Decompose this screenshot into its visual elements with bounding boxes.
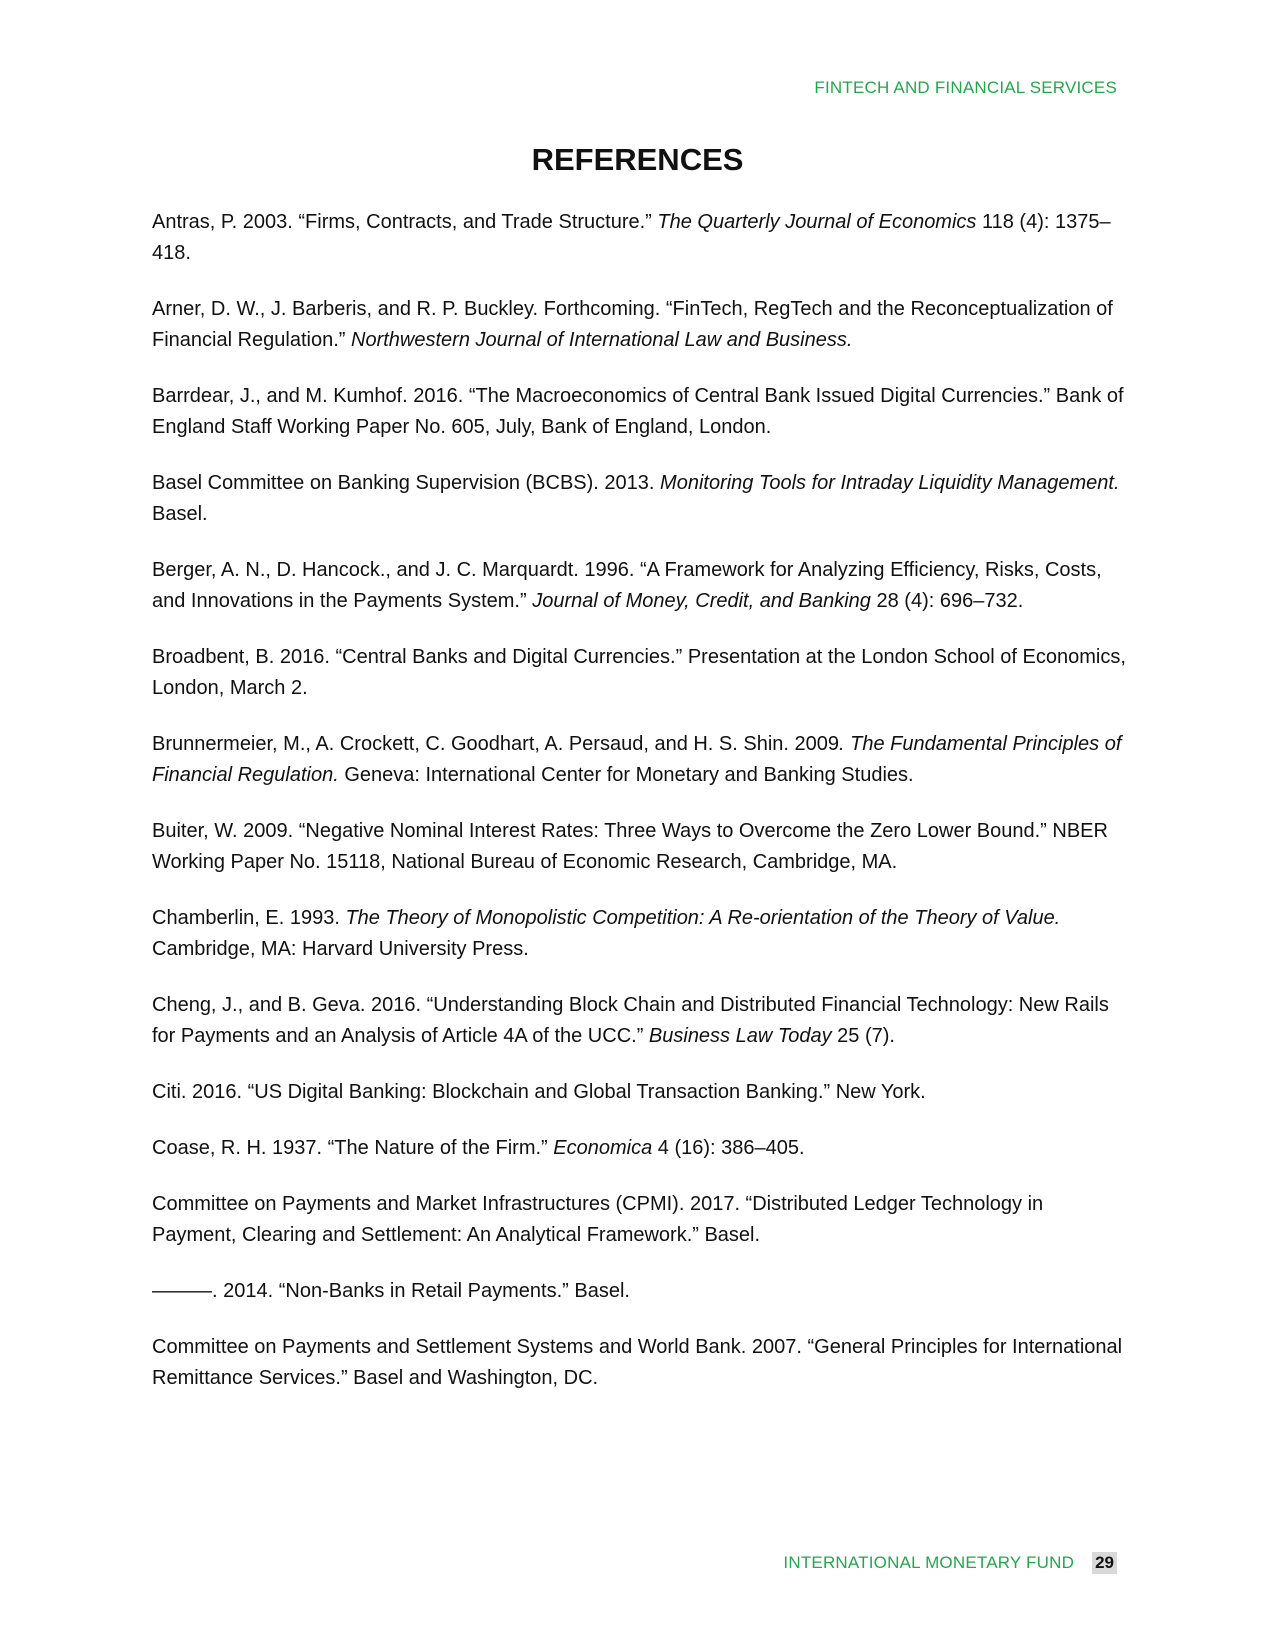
reference-entry <box>152 1133 1132 1164</box>
reference-text: Basel. <box>152 503 208 525</box>
reference-text: ———. 2014. “Non-Banks in Retail Payments.” Basel. <box>152 1280 630 1302</box>
reference-entry <box>152 1189 1132 1251</box>
reference-text: Berger, A. N., D. Hancock., and J. C. Marquardt. 1996. “A Framework for Analyzing Efficiency, Risks, Costs, and Innovations in the Payments System.” <box>152 559 1102 612</box>
reference-entry <box>152 816 1132 878</box>
reference-entry <box>152 294 1132 356</box>
reference-text: 118 (4): 1375–418. <box>152 211 1111 264</box>
reference-italic-text: The Theory of Monopolistic Competition: A Re-orientation of the Theory of Value. <box>345 907 1061 929</box>
reference-italic-text: Monitoring Tools for Intraday Liquidity Management. <box>660 472 1120 494</box>
reference-entry <box>152 555 1132 617</box>
reference-text: Antras, P. 2003. “Firms, Contracts, and Trade Structure.” <box>152 211 658 233</box>
reference-italic-text: Business Law Today <box>648 1025 832 1047</box>
reference-entry <box>152 381 1132 443</box>
reference-italic-text: Economica <box>553 1137 653 1159</box>
reference-list <box>152 207 1132 1419</box>
reference-italic-text: . The Fundamental Principles of Financial Regulation. <box>152 733 1122 786</box>
reference-entry <box>152 1332 1132 1394</box>
page-title: REFERENCES <box>531 142 744 177</box>
reference-text: Committee on Payments and Market Infrastructures (CPMI). 2017. “Distributed Ledger Technology in Payment, Clearing and Settlement: An Analytical Framework.” Basel. <box>152 1193 1044 1246</box>
reference-entry <box>152 990 1132 1052</box>
reference-text: Buiter, W. 2009. “Negative Nominal Interest Rates: Three Ways to Overcome the Zero Lower Bound.” NBER Working Paper No. 15118, National Bureau of Economic Research, Cambridge, MA. <box>152 820 1108 873</box>
reference-text: 25 (7). <box>831 1025 895 1047</box>
footer-organization: INTERNATIONAL MONETARY FUND <box>783 1553 1075 1572</box>
reference-text: Chamberlin, E. 1993. <box>152 907 346 929</box>
reference-text: Committee on Payments and Settlement Systems and World Bank. 2007. “General Principles for International Remittance Services.” Basel and Washington, DC. <box>152 1336 1123 1389</box>
reference-text: Barrdear, J., and M. Kumhof. 2016. “The Macroeconomics of Central Bank Issued Digital Currencies.” Bank of England Staff Working Paper No. 605, July, Bank of England, London. <box>152 385 1124 438</box>
reference-text: 28 (4): 696–732. <box>870 590 1024 612</box>
reference-text: Geneva: International Center for Monetary and Banking Studies. <box>338 764 914 786</box>
reference-text: Cambridge, MA: Harvard University Press. <box>152 938 529 960</box>
reference-text: 4 (16): 386–405. <box>652 1137 805 1159</box>
page-number: 29 <box>1092 1552 1117 1574</box>
reference-text: Brunnermeier, M., A. Crockett, C. Goodhart, A. Persaud, and H. S. Shin. 2009 <box>152 733 840 755</box>
reference-entry <box>152 729 1132 791</box>
reference-text: Arner, D. W., J. Barberis, and R. P. Buckley. Forthcoming. “FinTech, RegTech and the Reconceptualization of Financial Regulation.” <box>152 298 1113 351</box>
running-header: FINTECH AND FINANCIAL SERVICES <box>814 78 1117 97</box>
reference-italic-text: Journal of Money, Credit, and Banking <box>532 590 871 612</box>
reference-entry <box>152 642 1132 704</box>
reference-text: Cheng, J., and B. Geva. 2016. “Understanding Block Chain and Distributed Financial Technology: New Rails for Payments and an Analysis of Article 4A of the UCC.” <box>152 994 1109 1047</box>
reference-entry <box>152 1276 1132 1307</box>
reference-text: Coase, R. H. 1937. “The Nature of the Firm.” <box>152 1137 554 1159</box>
reference-text: Citi. 2016. “US Digital Banking: Blockchain and Global Transaction Banking.” New York. <box>152 1081 926 1103</box>
reference-entry <box>152 1077 1132 1108</box>
reference-entry <box>152 468 1132 530</box>
reference-entry <box>152 903 1132 965</box>
reference-entry <box>152 207 1132 269</box>
running-footer <box>783 1552 1117 1574</box>
reference-italic-text: The Quarterly Journal of Economics <box>657 211 977 233</box>
reference-italic-text: Northwestern Journal of International Law and Business. <box>351 329 853 351</box>
reference-text: Basel Committee on Banking Supervision (BCBS). 2013. <box>152 472 661 494</box>
reference-text: Broadbent, B. 2016. “Central Banks and Digital Currencies.” Presentation at the London School of Economics, London, March 2. <box>152 646 1126 699</box>
